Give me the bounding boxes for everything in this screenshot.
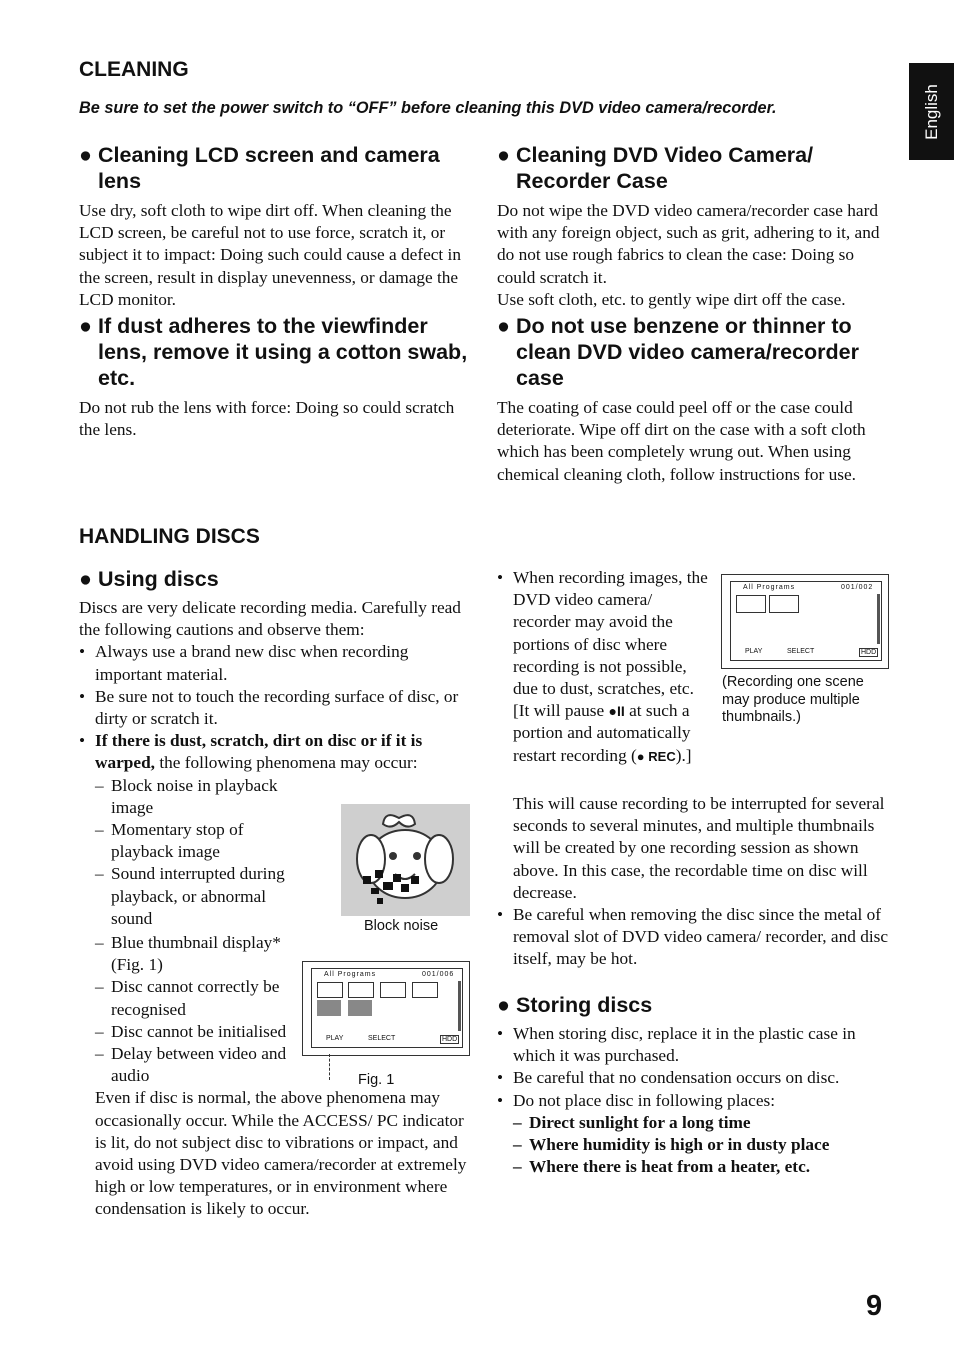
thumbnail — [348, 982, 374, 998]
recording-screen-label: All Programs — [743, 584, 796, 591]
rec-icon: ● REC — [636, 748, 676, 764]
phenomenon-item: – Block noise in playback image — [95, 775, 310, 819]
phenomenon-item: – Sound interrupted during playback, or abnormal sound — [95, 863, 310, 930]
using-heading: ● Using discs — [79, 567, 219, 591]
storing-place: – Direct sunlight for a long time — [513, 1112, 897, 1134]
storing-place: – Where humidity is high or in dusty place — [513, 1134, 897, 1156]
storing-heading: ● Storing discs — [497, 993, 653, 1017]
lcd-text: Use dry, soft cloth to wipe dirt off. When cleaning the LCD screen, be careful not to use force, scratch it, or subject it to impact: Doing such could cause a defect in the screen, result in display unevenness, or damage the LCD monitor. — [79, 201, 461, 309]
thumbnail — [736, 595, 766, 613]
handling-right-lower — [497, 793, 889, 971]
blue-thumbnail — [317, 1000, 341, 1016]
fig1-select-label: SELECT — [368, 1035, 396, 1042]
storing-place: – Where there is heat from a heater, etc. — [513, 1156, 897, 1178]
block-noise-caption: Block noise — [364, 918, 439, 934]
fig1-screen-counter: 001/006 — [422, 971, 455, 978]
block-noise-figure — [341, 804, 470, 916]
case-text: Do not wipe the DVD video camera/recorder case hard with any foreign object, such as grit, adhering to it, and do not use rough fabrics to clean the case: Doing so could scratch it. Use soft cloth, etc. to gently wipe dirt off the case. — [497, 201, 880, 309]
phenomenon-item: – Delay between video and audio — [95, 1043, 310, 1087]
storing-bullet: • When storing disc, replace it in the plastic case in which it was purchased. — [497, 1023, 897, 1067]
recording-screen — [721, 574, 889, 669]
fig1-screen-label: All Programs — [324, 971, 377, 978]
case-heading: ● Cleaning DVD Video Camera/ Recorder Case — [497, 143, 814, 193]
pause-icon: ●II — [608, 703, 625, 720]
dog-illustration — [341, 804, 470, 916]
using-closing: Even if disc is normal, the above phenomena may occasionally occur. While the ACCESS/ PC indicator is lit, do not subject disc to vibrations or impact, and avoid using DVD video camera/recorder at extremely high or low temperatures, or in environment where condensation is likely to occur. — [95, 1088, 467, 1219]
lcd-heading: ● Cleaning LCD screen and camera lens — [79, 143, 440, 193]
viewfinder-text: Do not rub the lens with force: Doing so could scratch the lens. — [79, 398, 455, 440]
bullet-dot-icon: ● — [497, 143, 510, 167]
using-bullet: • If there is dust, scratch, dirt on disc or if it is warped, the following phenomena may occur: — [79, 730, 471, 774]
recording-bullet-continued: This will cause recording to be interrupted for several seconds to several minutes, and multiple thumbnails will be created by one recording session as shown above. In this case, the recordable time on disc will decrease. — [513, 794, 885, 902]
storing-section — [497, 992, 897, 1178]
thumbnail — [412, 982, 438, 998]
phenomenon-item: – Blue thumbnail display* (Fig. 1) — [95, 932, 310, 976]
fig1-pointer — [329, 1054, 330, 1080]
bullet-dot-icon: ● — [79, 567, 92, 591]
thumbnail — [380, 982, 406, 998]
scrollbar — [877, 594, 880, 644]
storing-bullet: • Be careful that no condensation occurs on disc. — [497, 1067, 897, 1089]
recording-screen-counter: 001/002 — [841, 584, 874, 591]
hdd-icon: HDD — [861, 649, 877, 656]
benzene-text: The coating of case could peel off or the case could deteriorate. Wipe off dirt on the case with a soft cloth which has been completely wrung out. When using chemical cleaning cloth, follow instructions for use. — [497, 398, 866, 484]
recording-bullet: • When recording images, the DVD video camera/ recorder may avoid the portions of disc where recording is not possible, due to dust, scratches, etc. [It will pause ●II at such a portion and automatically restart recording (● REC).] — [497, 567, 710, 768]
bullet-dot-icon: ● — [79, 314, 92, 339]
bullet-dot-icon: ● — [497, 993, 510, 1017]
fig1-screen — [302, 961, 470, 1056]
bullet-dot-icon: ● — [497, 314, 510, 339]
recording-play-label: PLAY — [745, 648, 763, 655]
phenomenon-item: – Momentary stop of playback image — [95, 819, 310, 863]
cleaning-warning: Be sure to set the power switch to “OFF” before cleaning this DVD video camera/recorder. — [79, 99, 777, 117]
recording-select-label: SELECT — [787, 648, 815, 655]
cleaning-title: CLEANING — [79, 58, 189, 81]
recording-caption: (Recording one scene may produce multiple thumbnails.) — [722, 674, 864, 725]
language-tab-label: English — [921, 83, 941, 140]
phenomenon-item: – Disc cannot correctly be recognised — [95, 976, 310, 1020]
phenomenon-item: – Disc cannot be initialised — [95, 1021, 310, 1043]
bullet-dot-icon: ● — [79, 143, 92, 167]
removal-bullet: • Be careful when removing the disc since the metal of removal slot of DVD video camera/ recorder, and disc itself, may be hot. — [497, 904, 889, 971]
using-bullet: • Always use a brand new disc when recording important material. — [79, 641, 471, 685]
language-tab — [909, 63, 954, 160]
hdd-icon: HDD — [442, 1036, 458, 1043]
fig1-play-label: PLAY — [326, 1035, 344, 1042]
thumbnail — [317, 982, 343, 998]
fig1-caption: Fig. 1 — [358, 1072, 395, 1088]
blue-thumbnail — [348, 1000, 372, 1016]
handling-title: HANDLING DISCS — [79, 525, 260, 548]
viewfinder-heading: ● If dust adheres to the viewfinder lens, remove it using a cotton swab, etc. — [79, 314, 468, 391]
page-number: 9 — [866, 1290, 883, 1322]
using-intro: Discs are very delicate recording media. Carefully read the following cautions and observe them: — [79, 598, 461, 640]
storing-bullet: • Do not place disc in following places: — [497, 1090, 897, 1112]
benzene-heading: ● Do not use benzene or thinner to clean DVD video camera/recorder case — [497, 314, 859, 391]
thumbnail — [769, 595, 799, 613]
cleaning-left-column — [79, 142, 469, 441]
scrollbar — [458, 981, 461, 1031]
cleaning-right-column — [497, 142, 889, 486]
using-bullet: • Be sure not to touch the recording surface of disc, or dirty or scratch it. — [79, 686, 471, 730]
